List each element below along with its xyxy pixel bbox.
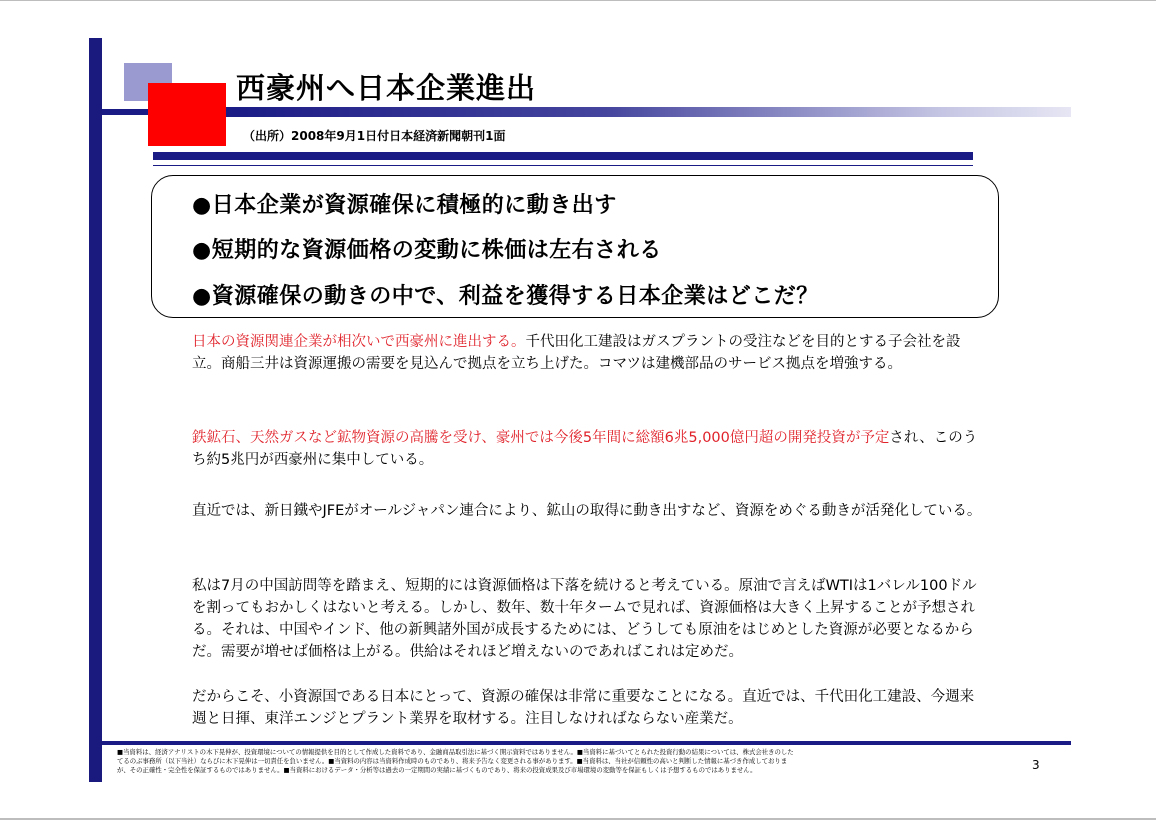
window-top-border	[0, 0, 1156, 1]
paragraph-2-highlight: 鉄鉱石、天然ガスなど鉱物資源の高騰を受け、豪州では今後5年間に総額6兆5,000億円超の開発投資が予定	[192, 430, 890, 446]
disclaimer	[117, 748, 1017, 775]
paragraph-2	[192, 427, 982, 471]
decor-red-square	[148, 83, 226, 146]
footer-rule	[102, 741, 1071, 745]
header-rule-thin	[153, 165, 973, 166]
disclaimer-line: が、その正確性・完全性を保証するものではありません。■当資料におけるデータ・分析等は過去の一定期間の実績に基づくものであり、将来の投資成果及び市場環境の変動等を保証もしくは予想するものではありません。	[117, 766, 757, 774]
disclaimer-line: ■当資料は、経済アナリストの木下晃伸が、投資環境についての情報提供を目的として作成した資料であり、金融商品取引法に基づく開示資料ではありません。■当資料に基づいてとられた投資行動の結果については、株式会社きのした	[117, 748, 794, 756]
paragraph-5-text: だからこそ、小資源国である日本にとって、資源の確保は非常に重要なことになる。直近では、千代田化工建設、今週来週と日揮、東洋エンジとプラント業界を取材する。注目しなければならない産業だ。	[192, 689, 975, 727]
paragraph-1-text: 千代田化工建設はガスプラントの受注などを目的とする子会社を設立。商船三井は資源運搬の需要を見込んで拠点を立ち上げた。コマツは建機部品のサービス拠点を増強する。	[192, 334, 961, 372]
key-point-1: ●日本企業が資源確保に積極的に動き出す	[192, 193, 617, 218]
paragraph-3	[192, 500, 982, 522]
paragraph-4	[192, 575, 982, 663]
paragraph-2-text: され、このうち約5兆円が西豪州に集中している。	[192, 430, 978, 468]
paragraph-4-text: 私は7月の中国訪問等を踏まえ、短期的には資源価格は下落を続けると考えている。原油で言えばWTIは1バレル100ドルを割ってもおかしくはないと考える。しかし、数年、数十年タームで見れば、資源価格は大きく上昇することが予想される。それは、中国やインド、他の新興諸外国が成長するためには、どうしても原油をはじめとした資源が必要となるからだ。需要が増せば価格は上がる。供給はそれほど増えないのであればこれは定めだ。	[192, 578, 977, 660]
paragraph-1-highlight: 日本の資源関連企業が相次いで西豪州に進出する。	[192, 334, 526, 350]
header-rule-thick	[153, 152, 973, 160]
slide-title: 西豪州へ日本企業進出	[236, 71, 537, 105]
title-band-left	[102, 109, 148, 115]
disclaimer-line: てるのぶ事務所（以下当社）ならびに木下晃伸は一切責任を負いません。■当資料の内容は当資料作成時のものであり、将来予告なく変更される事があります。■当資料は、当社が信頼性の高いと判断した情報に基づき作成しておりま	[117, 757, 788, 765]
slide-left-accent-bar	[89, 38, 102, 782]
key-point-2: ●短期的な資源価格の変動に株価は左右される	[192, 238, 662, 263]
source-citation: （出所）2008年9月1日付日本経済新聞朝刊1面	[243, 129, 506, 143]
paragraph-1	[192, 331, 982, 375]
paragraph-3-text: 直近では、新日鐵やJFEがオールジャパン連合により、鉱山の取得に動き出すなど、資源をめぐる動きが活発化している。	[192, 503, 982, 519]
key-point-3: ●資源確保の動きの中で、利益を獲得する日本企業はどこだ？	[192, 284, 819, 309]
page-number: 3	[1032, 758, 1040, 772]
paragraph-5	[192, 686, 982, 730]
title-gradient-band	[226, 107, 1071, 117]
